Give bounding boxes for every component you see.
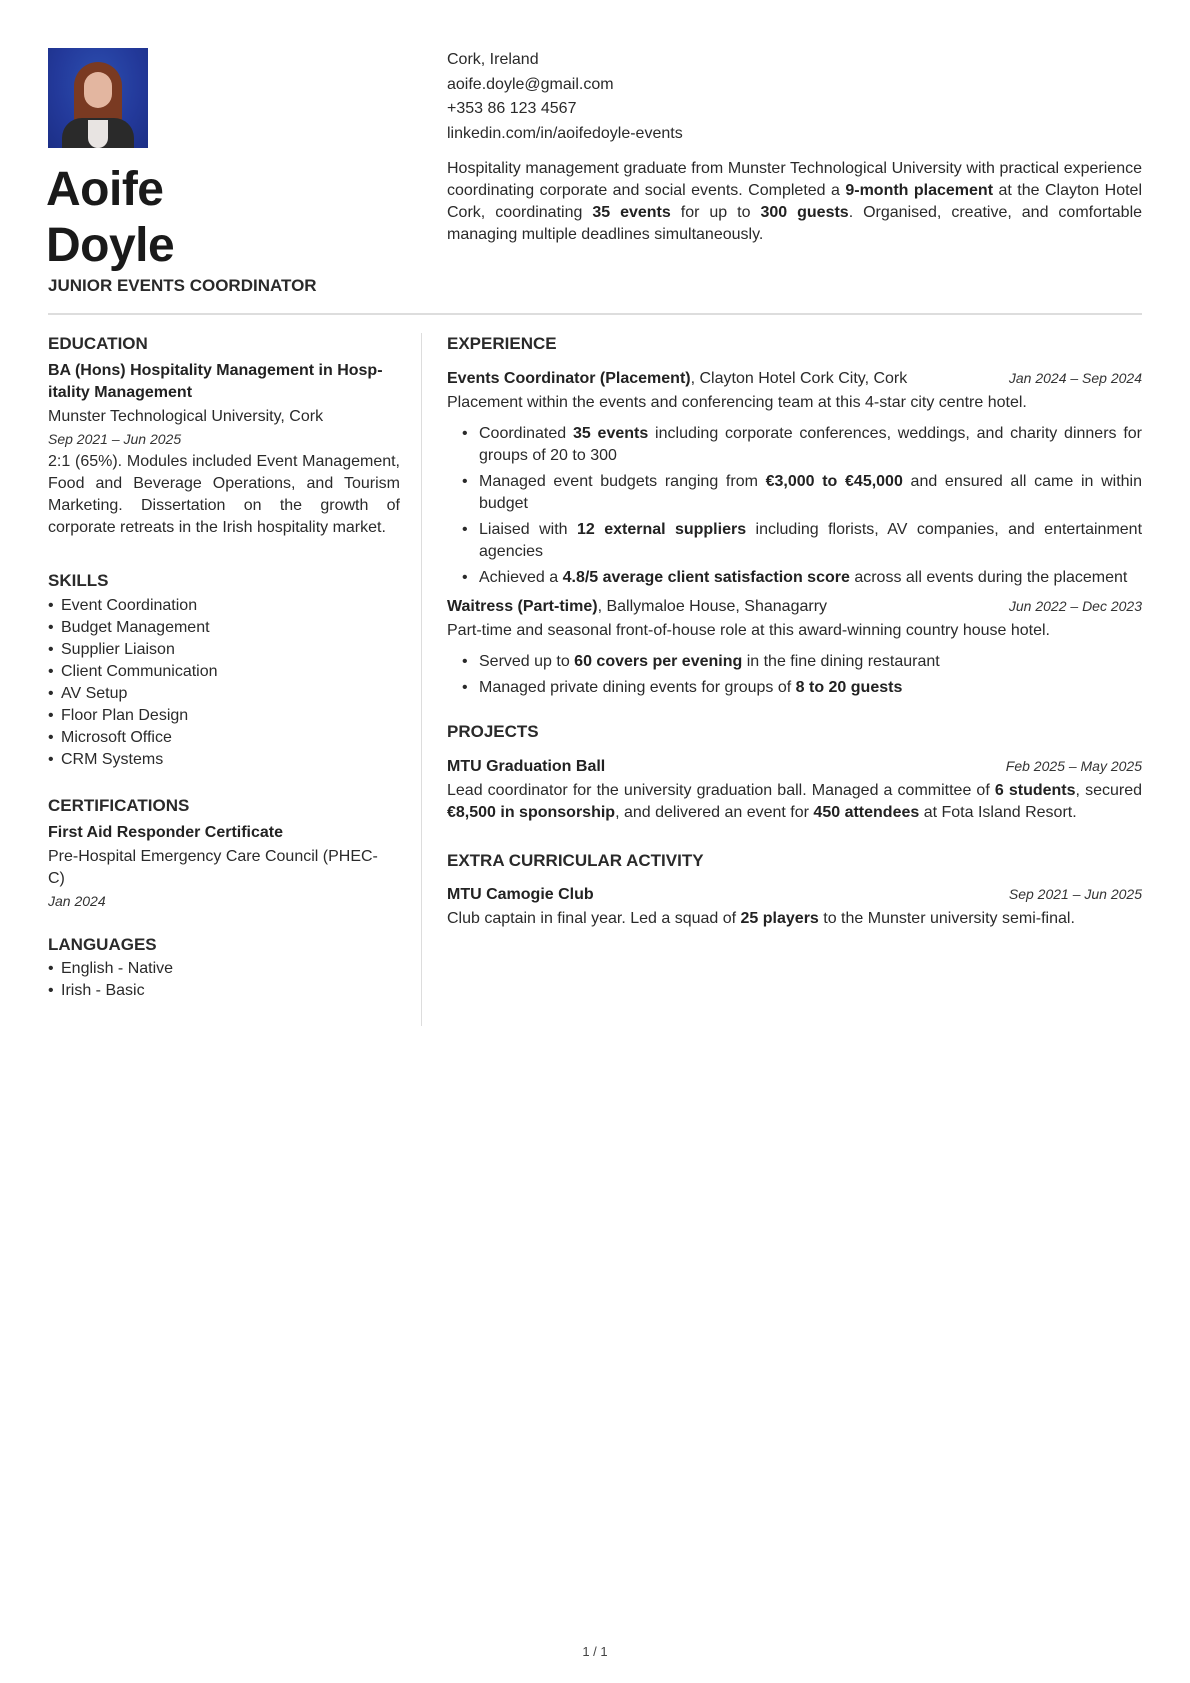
projects-section <box>447 721 1142 824</box>
experience-entry <box>447 367 1142 589</box>
right-column <box>447 333 1142 930</box>
desc-text: , secured <box>1075 782 1143 799</box>
bullet-highlight: 4.8/5 average client satisfaction score <box>562 569 850 586</box>
desc-text: Lead coordinator for the university graduation ball. Managed a committee of <box>447 782 995 799</box>
job-employer: , Clayton Hotel Cork City, Cork <box>690 370 908 387</box>
bullet-text: Managed event budgets ranging from <box>479 473 766 490</box>
left-column <box>48 333 400 1002</box>
job-dates: Jun 2022 – Dec 2023 <box>1008 598 1142 614</box>
entry-header <box>447 883 1142 906</box>
skill-item: • Microsoft Office <box>48 727 400 749</box>
contact-linkedin[interactable]: linkedin.com/in/aoifedoyle-events <box>447 124 683 142</box>
desc-text: to the Munster university semi-final. <box>818 910 1075 927</box>
desc-text: at Fota Island Resort. <box>919 804 1077 821</box>
skills-list <box>48 595 400 771</box>
projects-heading: PROJECTS <box>447 722 539 741</box>
summary-text: Hospitality management graduate from Munster Technological University with practical experience coordinating corporate and social events. Completed a <box>447 160 1142 199</box>
summary-text: . Organised, creative, and comfortable managing multiple deadlines simultaneously. <box>447 204 1143 243</box>
activity-dates: Sep 2021 – Jun 2025 <box>1008 886 1142 902</box>
language-item: • Irish - Basic <box>48 980 400 1002</box>
contact-block <box>447 48 683 146</box>
bullet-highlight: 60 covers per evening <box>574 653 743 670</box>
desc-highlight: 6 students <box>994 782 1076 799</box>
certification-issuer: Pre-Hospital Emergency Care Council (PHEC-C) <box>48 848 378 887</box>
project-entry <box>447 755 1142 824</box>
bullet-text: in the fine dining restaurant <box>742 653 940 670</box>
education-section <box>48 333 400 539</box>
experience-section <box>447 333 1142 699</box>
bullet-text: Managed private dining events for groups of <box>479 679 796 696</box>
entry-header <box>447 755 1142 778</box>
skill-item: • CRM Systems <box>48 749 400 771</box>
job-bullets <box>447 423 1142 589</box>
job-description: Part-time and seasonal front-of-house role at this award-winning country house hotel. <box>447 622 1050 639</box>
experience-entry <box>447 595 1142 699</box>
entry-title <box>447 368 907 390</box>
skill-item: • Client Communication <box>48 661 400 683</box>
extracurricular-section <box>447 850 1142 930</box>
certification-date: Jan 2024 <box>48 893 106 909</box>
page-indicator: 1 / 1 <box>582 1644 608 1659</box>
bullet-text: Liaised with <box>479 521 577 538</box>
education-institution: Munster Technological University, Cork <box>48 408 324 425</box>
job-bullet <box>479 651 1142 673</box>
candidate-name <box>46 162 174 274</box>
certifications-section <box>48 795 400 912</box>
education-degree: BA (Hons) Hospitality Management in Hospitality Management <box>48 362 383 401</box>
languages-section <box>48 934 400 1002</box>
desc-text: Club captain in final year. Led a squad of <box>447 910 741 927</box>
skill-item: • Supplier Liaison <box>48 639 400 661</box>
job-title: JUNIOR EVENTS COORDINATOR <box>48 276 317 295</box>
bullet-highlight: 35 events <box>572 425 649 442</box>
bullet-text: Coordinated <box>479 425 573 442</box>
job-bullet <box>479 677 1142 699</box>
job-role: Events Coordinator (Placement) <box>447 370 691 387</box>
bullet-text: and ensured all came in within budget <box>479 473 1142 512</box>
skill-item: • Event Coordination <box>48 595 400 617</box>
summary-text: at the Clayton Hotel Cork, coordinating <box>447 182 1142 221</box>
bullet-text: across all events during the placement <box>849 569 1128 586</box>
activity-entry <box>447 883 1142 930</box>
certification-name: First Aid Responder Certificate <box>48 824 284 841</box>
certifications-heading: CERTIFICATIONS <box>48 796 190 815</box>
header-divider <box>48 313 1142 315</box>
project-name: MTU Graduation Ball <box>447 758 606 775</box>
name-last: Doyle <box>46 219 175 272</box>
summary-highlight: 9-month placement <box>845 182 994 199</box>
activity-description <box>447 908 1142 930</box>
bullet-highlight: 12 external suppliers <box>576 521 747 538</box>
contact-email[interactable]: aoife.doyle@gmail.com <box>447 75 614 93</box>
job-bullet <box>479 423 1142 467</box>
summary-text: for up to <box>670 204 761 221</box>
profile-summary <box>447 158 1142 246</box>
bullet-text: including florists, AV companies, and entertainment agencies <box>479 521 1143 560</box>
skill-item: • Floor Plan Design <box>48 705 400 727</box>
education-heading: EDUCATION <box>48 334 148 353</box>
job-employer: , Ballymaloe House, Shanagarry <box>597 598 828 615</box>
name-first: Aoife <box>46 163 164 216</box>
education-dates: Sep 2021 – Jun 2025 <box>48 431 182 447</box>
bullet-text: Served up to <box>479 653 575 670</box>
skill-item: • AV Setup <box>48 683 400 705</box>
bullet-text: including corporate conferences, weddings, and charity dinners for groups of 20 to 300 <box>479 425 1143 464</box>
job-dates: Jan 2024 – Sep 2024 <box>1008 370 1142 386</box>
education-description: 2:1 (65%). Modules included Event Management, Food and Beverage Operations, and Tourism Marketing. Dissertation on the growth of corporate retreats in the Irish hospitality market. <box>48 453 400 536</box>
languages-list <box>48 958 400 1002</box>
job-role: Waitress (Part-time) <box>447 598 598 615</box>
job-bullets <box>447 651 1142 699</box>
profile-photo <box>48 48 148 148</box>
project-description <box>447 780 1142 824</box>
summary-highlight: 300 guests <box>760 204 849 221</box>
job-bullet <box>479 471 1142 515</box>
photo-face-shape <box>84 72 112 108</box>
bullet-highlight: 8 to 20 guests <box>795 679 903 696</box>
experience-heading: EXPERIENCE <box>447 334 557 353</box>
languages-heading: LANGUAGES <box>48 935 157 954</box>
desc-highlight: 450 attendees <box>813 804 920 821</box>
bullet-highlight: €3,000 to €45,000 <box>765 473 903 490</box>
skills-heading: SKILLS <box>48 571 109 590</box>
desc-highlight: €8,500 in sponsorship <box>447 804 616 821</box>
activity-name: MTU Camogie Club <box>447 886 594 903</box>
skills-section <box>48 570 400 771</box>
column-separator <box>421 333 422 1026</box>
contact-location: Cork, Ireland <box>447 51 539 68</box>
job-bullet <box>479 567 1142 589</box>
language-item: • English - Native <box>48 958 400 980</box>
summary-highlight: 35 events <box>592 204 671 221</box>
bullet-text: Achieved a <box>479 569 563 586</box>
photo-collar-shape <box>88 120 108 148</box>
entry-title <box>447 596 827 618</box>
skill-item: • Budget Management <box>48 617 400 639</box>
project-dates: Feb 2025 – May 2025 <box>1005 758 1142 774</box>
entry-header <box>447 595 1142 618</box>
desc-text: , and delivered an event for <box>615 804 814 821</box>
job-description: Placement within the events and conferencing team at this 4-star city centre hotel. <box>447 394 1027 411</box>
desc-highlight: 25 players <box>740 910 819 927</box>
job-bullet <box>479 519 1142 563</box>
contact-phone[interactable]: +353 86 123 4567 <box>447 100 577 117</box>
entry-header <box>447 367 1142 390</box>
extracurricular-heading: EXTRA CURRICULAR ACTIVITY <box>447 851 704 870</box>
